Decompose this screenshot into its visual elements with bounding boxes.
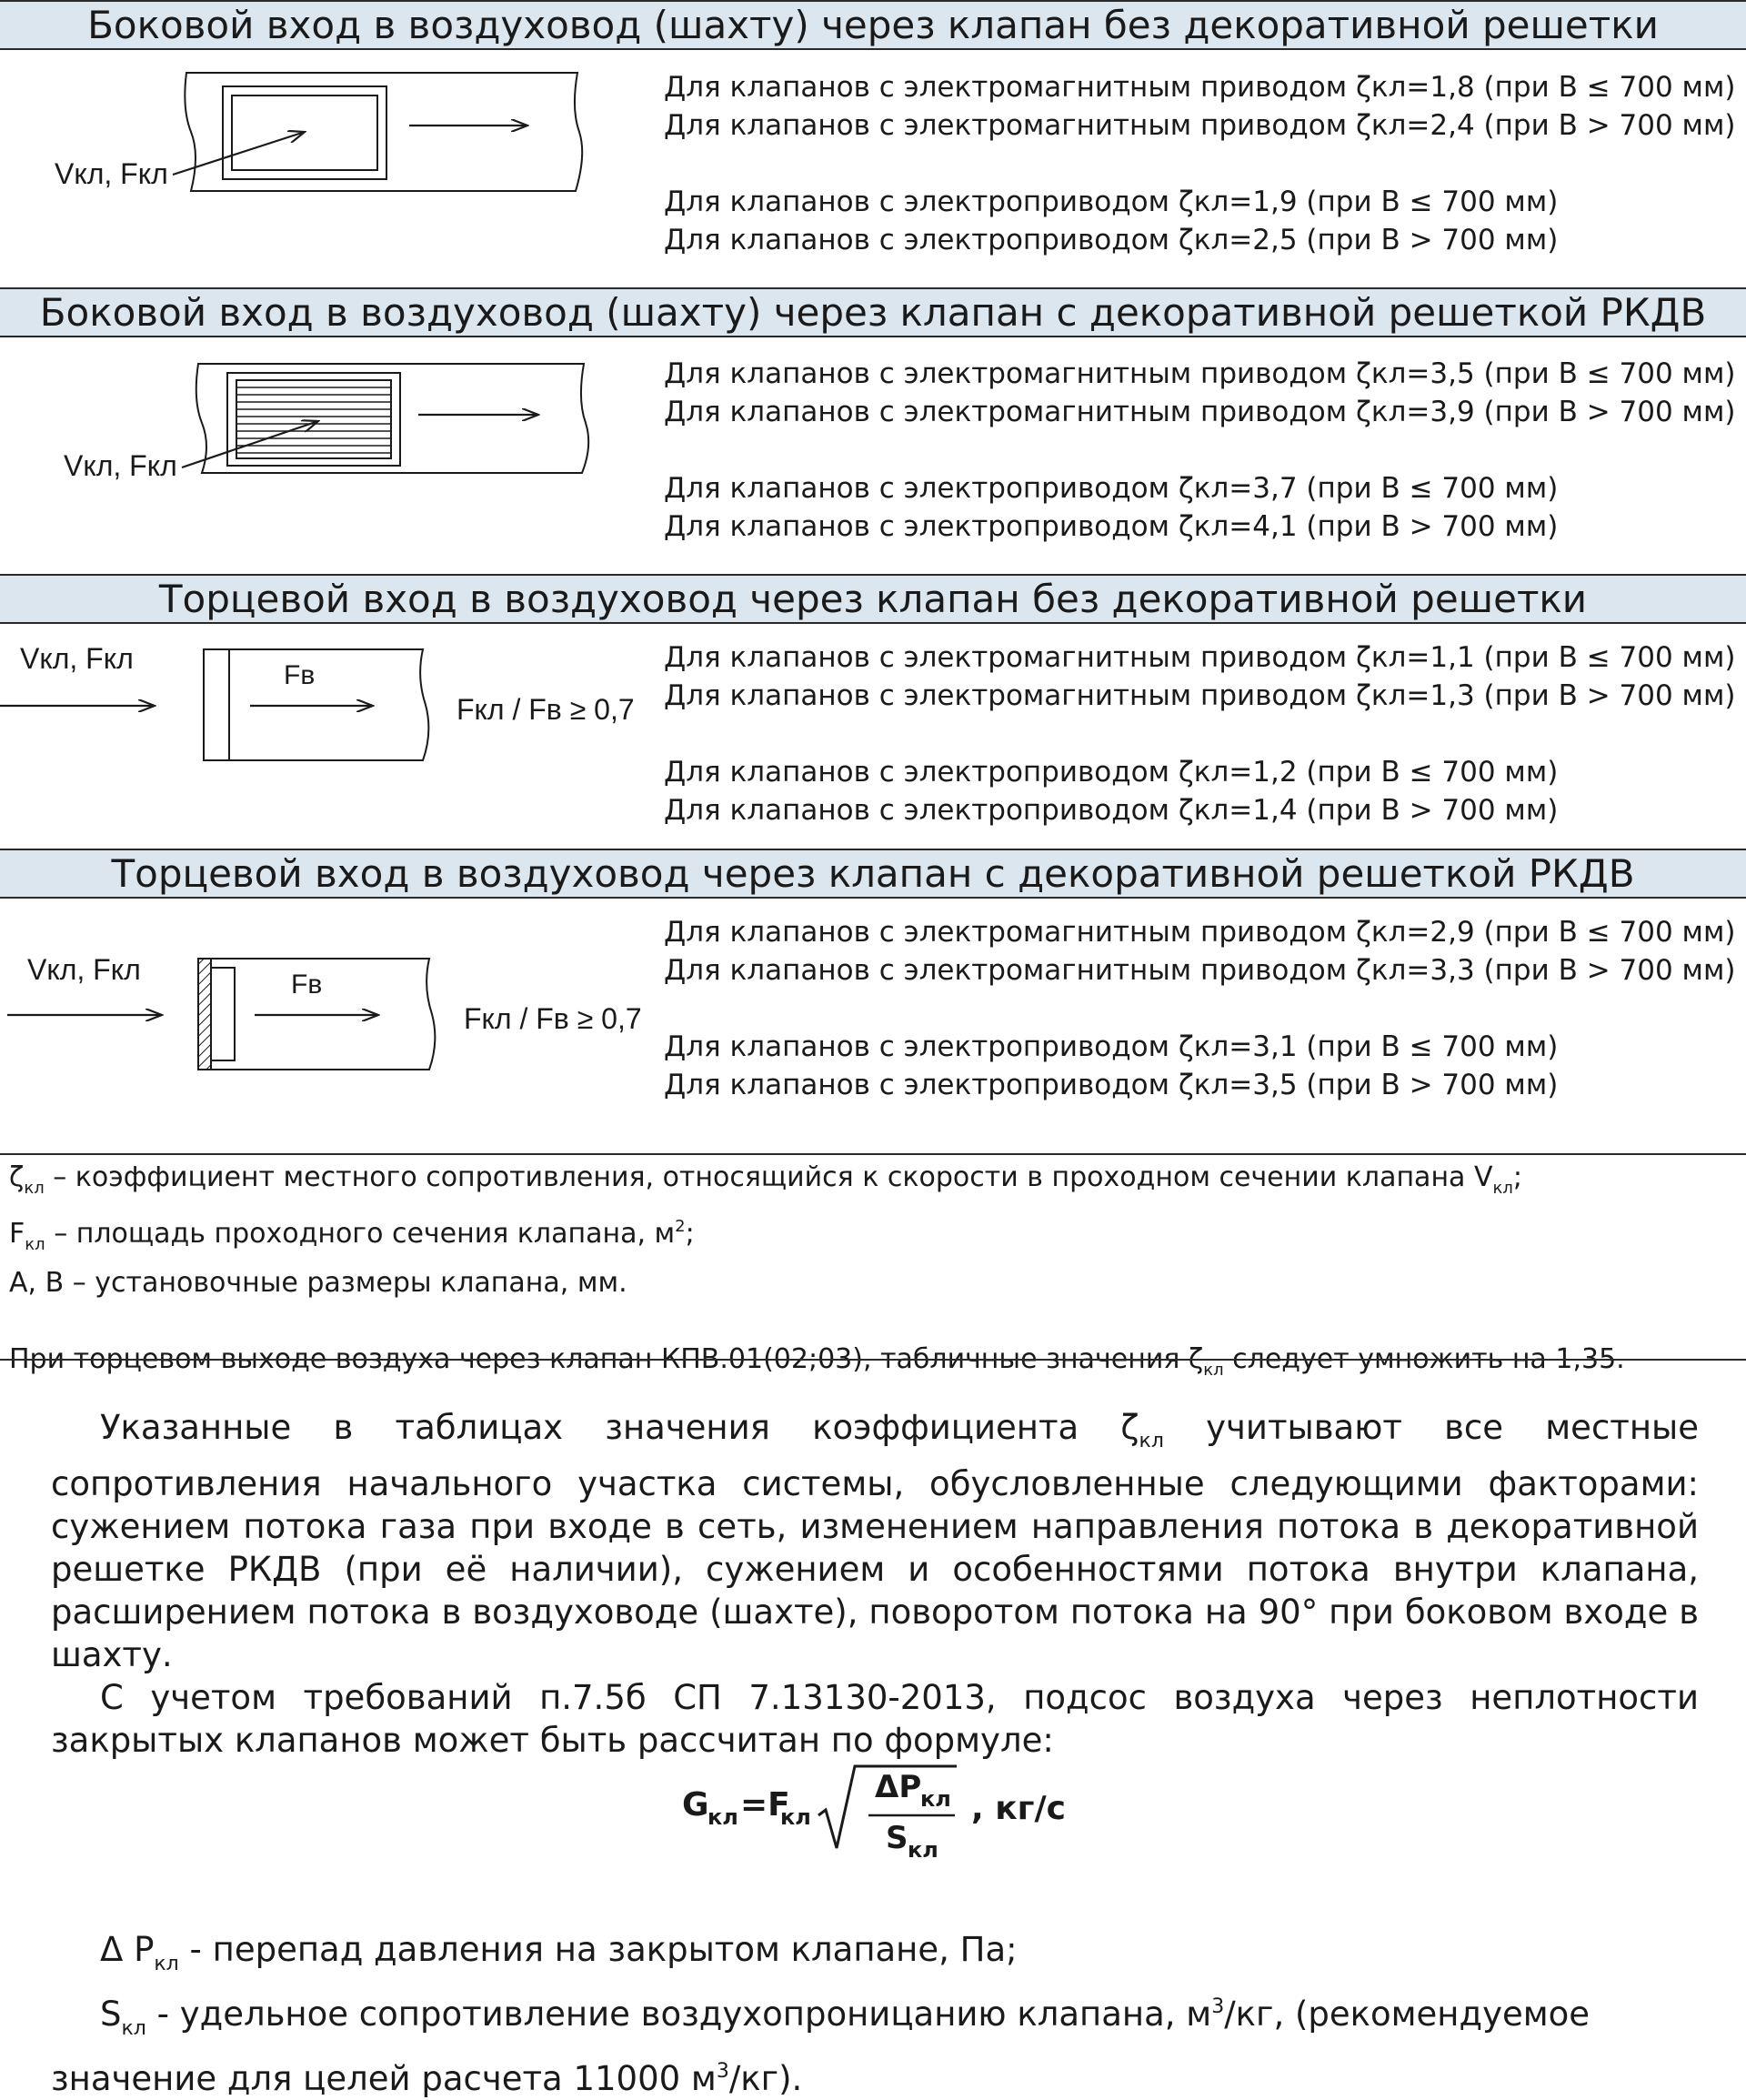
- end-entry-diagram: [0, 637, 655, 773]
- line: Для клапанов с электромагнитным приводом ζкл=1,8 (при B ≤ 700 мм): [664, 71, 1736, 104]
- svg-text:, кг/с: , кг/с: [971, 1790, 1066, 1827]
- side-entry-grille-diagram: [0, 346, 637, 491]
- body-text: [51, 1406, 1699, 1762]
- section-3-title: Торцевой вход в воздуховод через клапан без декоративной решетки: [0, 574, 1746, 624]
- line: Для клапанов с электромагнитным приводом ζкл=1,1 (при B ≤ 700 мм): [664, 641, 1736, 674]
- svg-text:G: G: [682, 1786, 709, 1824]
- diagram-ratio: Fкл / Fв ≥ 0,7: [464, 1002, 642, 1035]
- paragraph-1: Указанные в таблицах значения коэффициента $\zeta_{кл}$ учитывают все местные сопротивления начального участка системы, обусловленные следующими факторами: сужением потока газа при входе в сеть, изменением направления потока в декоративной решетке РКДВ (при её наличии), сужением и особенностями потока внутри клапана, расширением потока в воздуховоде (шахте), поворотом потока на 90° при боковом входе в шахту.: [51, 1408, 1700, 1674]
- note-f: $F_{кл}$ – площадь проходного сечения клапана, $м^2$;: [9, 1217, 695, 1254]
- notes-top-rule: [0, 1153, 1746, 1155]
- svg-text:ΔP: ΔP: [875, 1769, 922, 1805]
- svg-text:кл: кл: [780, 1804, 811, 1830]
- line: Для клапанов с электромагнитным приводом ζкл=3,9 (при B > 700 мм): [664, 396, 1736, 428]
- diagram-label: Vкл, Fкл: [27, 953, 141, 986]
- legend-s: $S_{кл}$ - удельное сопротивление воздухопроницанию клапана, $м^3/кг$, (рекомендуемое значение для целей расчета 11000 $м^3/кг$).: [51, 1994, 1590, 2098]
- end-entry-grille-diagram: [0, 946, 655, 1082]
- line: Для клапанов с электроприводом ζкл=1,4 (при B > 700 мм): [664, 794, 1559, 827]
- line: Для клапанов с электроприводом ζкл=1,9 (при B ≤ 700 мм): [664, 186, 1559, 218]
- svg-text:кл: кл: [908, 1837, 938, 1863]
- line: Для клапанов с электроприводом ζкл=3,7 (при B ≤ 700 мм): [664, 472, 1559, 505]
- diagram-ratio: Fкл / Fв ≥ 0,7: [457, 693, 635, 726]
- side-entry-diagram: [0, 55, 637, 200]
- section-2-lines: [664, 355, 1737, 546]
- notes: [9, 1159, 1737, 1390]
- formula: [682, 1755, 1082, 1864]
- svg-text:=F: =F: [740, 1786, 790, 1824]
- note-torc: При торцевом выходе воздуха через клапан КПВ.01(02;03), табличные значения $\zeta_{кл}$ следует умножить на 1,35.: [9, 1343, 1625, 1380]
- svg-text:S: S: [886, 1820, 908, 1856]
- formula-legend: [51, 1928, 1699, 2100]
- legend-dp: Δ $P_{кл}$ - перепад давления на закрытом клапане, Па;: [100, 1930, 1018, 1975]
- line: Для клапанов с электромагнитным приводом ζкл=2,9 (при B ≤ 700 мм): [664, 916, 1736, 949]
- line: Для клапанов с электромагнитным приводом ζкл=1,3 (при B > 700 мм): [664, 679, 1736, 712]
- section-1-title: Боковой вход в воздуховод (шахту) через клапан без декоративной решетки: [0, 0, 1746, 50]
- line: Для клапанов с электромагнитным приводом ζкл=3,3 (при B > 700 мм): [664, 954, 1736, 987]
- section-1-lines: [664, 68, 1737, 259]
- line: Для клапанов с электроприводом ζкл=4,1 (при B > 700 мм): [664, 510, 1559, 543]
- diagram-label-fv: Fв: [291, 970, 323, 1000]
- section-2-title: Боковой вход в воздуховод (шахту) через клапан с декоративной решеткой РКДВ: [0, 287, 1746, 337]
- paragraph-2: С учетом требований п.7.5б СП 7.13130-2013, подсос воздуха через неплотности закрытых клапанов может быть рассчитан по формуле:: [51, 1678, 1699, 1760]
- line: Для клапанов с электромагнитным приводом ζкл=3,5 (при B ≤ 700 мм): [664, 357, 1736, 390]
- line: Для клапанов с электроприводом ζкл=2,5 (при B > 700 мм): [664, 224, 1559, 256]
- line: Для клапанов с электромагнитным приводом ζкл=2,4 (при B > 700 мм): [664, 109, 1736, 142]
- section-4-lines: [664, 913, 1737, 1104]
- diagram-label: Vкл, Fкл: [64, 449, 177, 482]
- diagram-label: Vкл, Fкл: [55, 157, 168, 190]
- svg-text:кл: кл: [920, 1786, 951, 1812]
- svg-text:кл: кл: [707, 1804, 738, 1830]
- diagram-label-fv: Fв: [284, 660, 316, 690]
- notes-bottom-rule: [0, 1359, 1746, 1361]
- line: Для клапанов с электроприводом ζкл=1,2 (при B ≤ 700 мм): [664, 756, 1559, 789]
- note-ab: А, В – установочные размеры клапана, мм.: [9, 1267, 627, 1299]
- section-4-title: Торцевой вход в воздуховод через клапан с декоративной решеткой РКДВ: [0, 849, 1746, 899]
- note-zeta: $\zeta_{кл}$ – коэффициент местного сопротивления, относящийся к скорости в проходном сечении клапана $V_{кл}$;: [9, 1161, 1523, 1198]
- section-3-lines: [664, 638, 1737, 829]
- line: Для клапанов с электроприводом ζкл=3,5 (при B > 700 мм): [664, 1069, 1559, 1101]
- diagram-label: Vкл, Fкл: [20, 642, 134, 675]
- line: Для клапанов с электроприводом ζкл=3,1 (при B ≤ 700 мм): [664, 1030, 1559, 1063]
